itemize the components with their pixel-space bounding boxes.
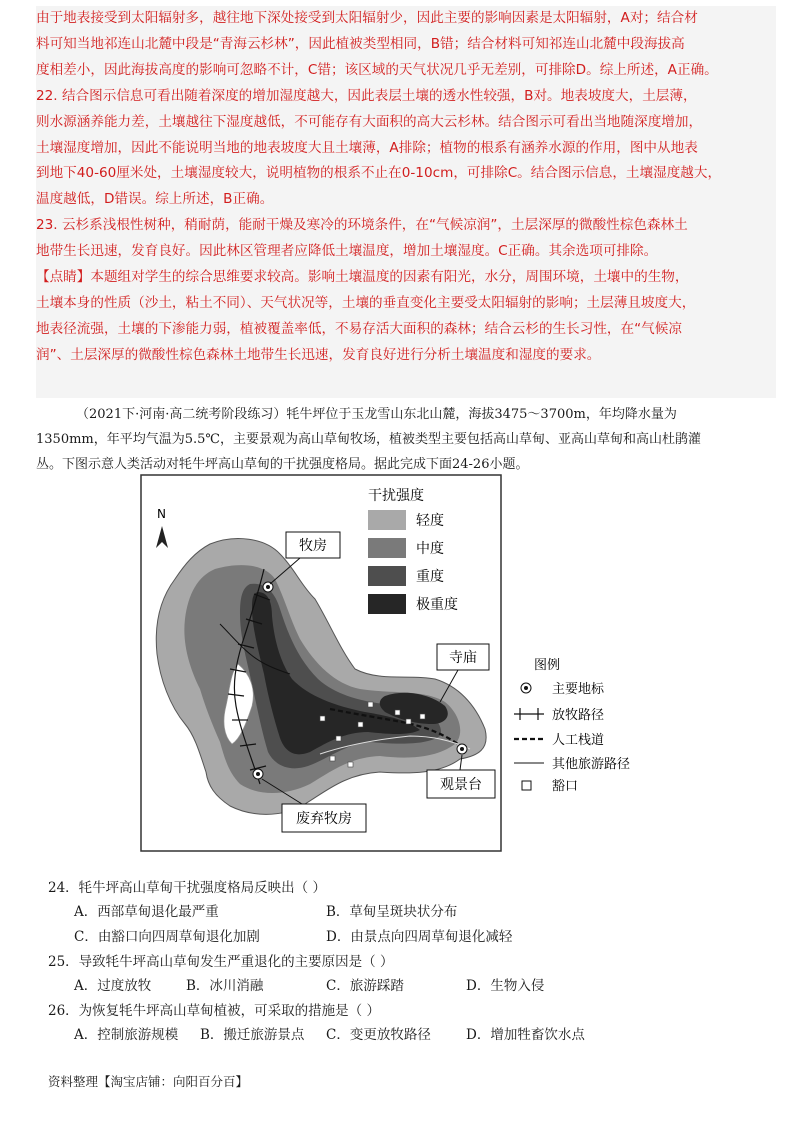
option: D．生物入侵 (466, 978, 545, 994)
symbol-legend (514, 658, 630, 794)
answer-line: 度相差小，因此海拔高度的影响可忽略不计，C错；该区域的天气状况几乎无差别，可排除D。综上所述，A正确。 (36, 61, 718, 78)
answer-line: 土壤湿度增加，因此不能说明当地的地表坡度大且土壤薄，A排除；植物的根系有涵养水源的作用，图中从地表 (36, 139, 698, 156)
answer-line: 则水源涵养能力差，土壤越往下湿度越低，不可能存有大面积的高大云杉林。结合图示可看出当地随深度增加， (36, 113, 703, 130)
svg-text:放牧路径: 放牧路径 (552, 708, 605, 723)
disturbance-map-figure (140, 474, 700, 854)
svg-text:寺庙: 寺庙 (449, 650, 477, 666)
landmark-icon (457, 744, 467, 754)
answer-line: 【点睛】本题组对学生的综合思维要求较高。影响土壤温度的因素有阳光，水分，周围环境，土壤中的生物， (36, 269, 689, 286)
answer-line: 温度越低，D错误。综上所述，B正确。 (36, 191, 274, 208)
svg-text:人工栈道: 人工栈道 (552, 733, 605, 748)
question-list (48, 876, 768, 1048)
option: A．控制旅游规模 (74, 1027, 179, 1043)
svg-text:主要地标: 主要地标 (552, 682, 605, 697)
answer-line: 由于地表接受到太阳辐射多，越往地下深处接受到太阳辐射少，因此主要的影响因素是太阳辐射，A对；结合材 (36, 10, 698, 26)
option: A．西部草甸退化最严重 (74, 904, 219, 920)
legend-swatch-light (368, 510, 406, 530)
question-stem: 24．牦牛坪高山草甸干扰强度格局反映出（ ） (48, 880, 326, 896)
previous-answer-block (36, 6, 776, 398)
option: B．草甸呈斑块状分布 (326, 904, 458, 920)
footer-note: 资料整理【淘宝店铺：向阳百分百】 (48, 1074, 249, 1089)
answer-line: 料可知当地祁连山北麓中段是“青海云杉林”，因此植被类型相同，B错；结合材料可知祁连山北麓中段海拔高 (36, 35, 685, 52)
grazing-path-legend-icon (514, 708, 544, 720)
answer-line: 润”、土层深厚的微酸性棕色森林土地带生长迅速，发育良好进行分析土壤温度和湿度的要求。 (36, 346, 601, 363)
option-row (48, 900, 768, 925)
svg-text:干扰强度: 干扰强度 (368, 488, 424, 504)
disturbance-map (140, 474, 700, 854)
landmark-icon (253, 769, 263, 779)
svg-text:中度: 中度 (416, 541, 444, 557)
svg-text:牧房: 牧房 (299, 538, 327, 554)
answer-line: 到地下40-60厘米处，土壤湿度较大，说明植物的根系不止在0-10cm，可排除C。结合图示信息，土壤湿度越大， (36, 165, 722, 182)
option: C．旅游踩踏 (326, 978, 404, 994)
option: B．冰川消融 (186, 978, 264, 994)
answer-line: 22. 结合图示信息可看出随着深度的增加湿度越大，因此表层土壤的透水性较强，B对。地表坡度大，土层薄， (36, 87, 697, 104)
intro-line: 丛。下图示意人类活动对牦牛坪高山草甸的干扰强度格局。据此完成下面24-26小题。 (36, 457, 529, 472)
svg-text:豁口: 豁口 (552, 779, 579, 794)
answer-line: 土壤本身的性质（沙土，粘土不同）、天气状况等，土壤的垂直变化主要受太阳辐射的影响；土层薄且坡度大， (36, 294, 696, 311)
svg-text:其他旅游路径: 其他旅游路径 (552, 757, 631, 772)
option: C．变更放牧路径 (326, 1027, 431, 1043)
svg-text:轻度: 轻度 (416, 513, 444, 529)
svg-text:观景台: 观景台 (440, 777, 482, 793)
answer-line: 地表径流强，土壤的下渗能力弱，植被覆盖率低，不易存活大面积的森林；结合云杉的生长习性，在“气候凉 (36, 320, 682, 337)
answer-line: 23. 云杉系浅根性树种，稍耐荫，能耐干燥及寒冷的环境条件，在“气候凉润”，土层深厚的微酸性棕色森林土 (36, 217, 688, 234)
svg-text:重度: 重度 (416, 569, 444, 585)
option: C．由豁口向四周草甸退化加剧 (74, 929, 260, 945)
option: A．过度放牧 (74, 978, 152, 994)
option-row (48, 974, 768, 999)
option: B．搬迁旅游景点 (200, 1027, 305, 1043)
answer-line: 地带生长迅速，发育良好。因此林区管理者应降低土壤温度，增加土壤湿度。C正确。其余选项可排除。 (36, 243, 658, 260)
svg-text:极重度: 极重度 (416, 597, 458, 613)
question-stem: 25．导致牦牛坪高山草甸发生严重退化的主要原因是（ ） (48, 954, 394, 970)
legend-swatch-extreme (368, 594, 406, 614)
svg-text:图例: 图例 (534, 658, 561, 673)
option-row (48, 925, 768, 950)
option: D．由景点向四周草甸退化减轻 (326, 929, 513, 945)
question-intro (36, 402, 766, 477)
intro-line: 1350mm，年平均气温为5.5℃，主要景观为高山草甸牧场，植被类型主要包括高山草甸、亚高山草甸和高山杜鹃灌 (36, 432, 701, 447)
legend-swatch-heavy (368, 566, 406, 586)
svg-text:废弃牧房: 废弃牧房 (296, 811, 352, 827)
svg-text:N: N (157, 507, 166, 521)
gap-legend-icon (522, 781, 531, 790)
intro-line: （2021下·河南·高二统考阶段练习）牦牛坪位于玉龙雪山东北山麓，海拔3475～3700m，年均降水量为 (76, 407, 677, 422)
legend-swatch-medium (368, 538, 406, 558)
landmark-icon (263, 582, 273, 592)
option: D．增加牲畜饮水点 (466, 1027, 585, 1043)
option-row (48, 1023, 768, 1048)
question-stem: 26．为恢复牦牛坪高山草甸植被，可采取的措施是（ ） (48, 1003, 380, 1019)
